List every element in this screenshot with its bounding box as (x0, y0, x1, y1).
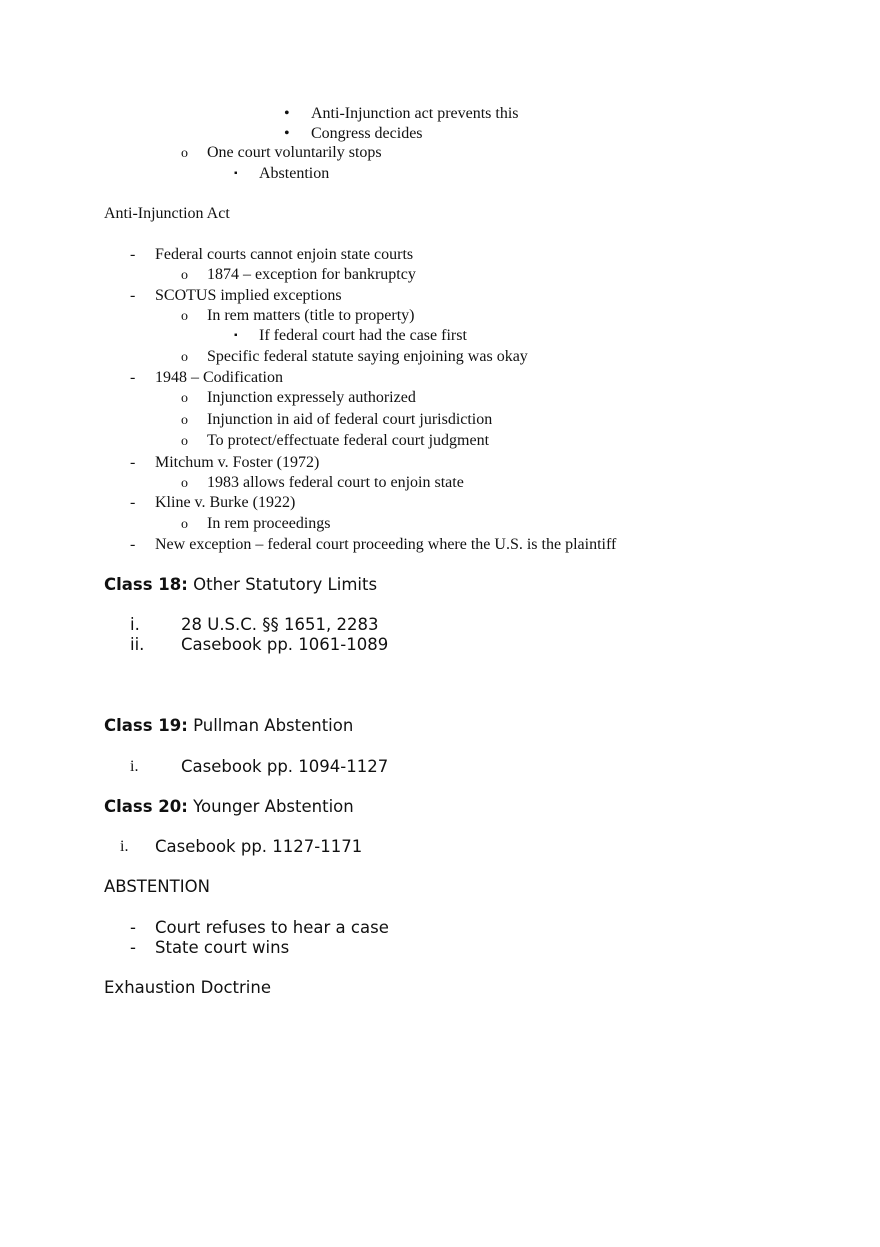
bullet-circle: o (181, 434, 188, 449)
list-number: i. (120, 838, 129, 855)
bullet-circle: o (181, 413, 188, 428)
bullet-dash: - (130, 938, 136, 957)
class-label: Class 19: (104, 716, 188, 735)
bullet-dot: • (284, 125, 290, 142)
list-number: ii. (130, 635, 145, 654)
bullet-dash: - (130, 246, 136, 263)
list-item: If federal court had the case first (259, 327, 467, 344)
bullet-dash: - (130, 918, 136, 937)
list-item: 1948 – Codification (155, 369, 283, 386)
bullet-circle: o (181, 517, 188, 532)
bullet-square: ▪ (234, 168, 238, 179)
bullet-dash: - (130, 494, 136, 511)
bullet-circle: o (181, 476, 188, 491)
list-item: Abstention (259, 165, 330, 182)
bullet-dot: • (284, 105, 290, 122)
class-title: Pullman Abstention (193, 716, 354, 735)
list-item: In rem matters (title to property) (207, 307, 415, 324)
class-heading (104, 575, 377, 595)
list-item: Court refuses to hear a case (155, 918, 389, 937)
bullet-dash: - (130, 287, 136, 304)
section-heading: ABSTENTION (104, 877, 210, 896)
list-item: Specific federal statute saying enjoining was okay (207, 348, 528, 365)
bullet-circle: o (181, 309, 188, 324)
list-item: Federal courts cannot enjoin state courts (155, 246, 414, 263)
section-heading: Anti-Injunction Act (104, 205, 230, 222)
list-item: State court wins (155, 938, 290, 957)
list-item: New exception – federal court proceeding where the U.S. is the plaintiff (155, 536, 617, 553)
bullet-dash: - (130, 536, 136, 553)
list-item: One court voluntarily stops (207, 144, 382, 161)
bullet-circle: o (181, 146, 188, 161)
list-item: Casebook pp. 1061-1089 (181, 635, 389, 654)
list-item: 28 U.S.C. §§ 1651, 2283 (181, 615, 379, 634)
bullet-circle: o (181, 350, 188, 365)
list-number: i. (130, 758, 139, 775)
section-heading: Exhaustion Doctrine (104, 978, 271, 997)
list-number: i. (130, 615, 140, 634)
list-item: Kline v. Burke (1922) (155, 494, 296, 511)
list-item: SCOTUS implied exceptions (155, 287, 342, 304)
list-item: 1874 – exception for bankruptcy (207, 266, 416, 283)
class-label: Class 18: (104, 575, 188, 594)
class-title: Other Statutory Limits (193, 575, 378, 594)
class-heading (104, 716, 353, 736)
list-item: Casebook pp. 1127-1171 (155, 837, 363, 856)
list-item: Casebook pp. 1094-1127 (181, 757, 389, 776)
list-item: Injunction in aid of federal court jurisdiction (207, 411, 493, 428)
list-item: Injunction expressely authorized (207, 389, 416, 406)
list-item: 1983 allows federal court to enjoin state (207, 474, 464, 491)
bullet-square: ▪ (234, 330, 238, 341)
list-item: Anti-Injunction act prevents this (311, 105, 519, 122)
class-label: Class 20: (104, 797, 188, 816)
bullet-dash: - (130, 369, 136, 386)
class-heading (104, 797, 354, 817)
class-title: Younger Abstention (193, 797, 354, 816)
bullet-circle: o (181, 268, 188, 283)
list-item: In rem proceedings (207, 515, 331, 532)
list-item: Mitchum v. Foster (1972) (155, 454, 320, 471)
list-item: To protect/effectuate federal court judgment (207, 432, 490, 449)
bullet-dash: - (130, 454, 136, 471)
bullet-circle: o (181, 391, 188, 406)
list-item: Congress decides (311, 125, 423, 142)
